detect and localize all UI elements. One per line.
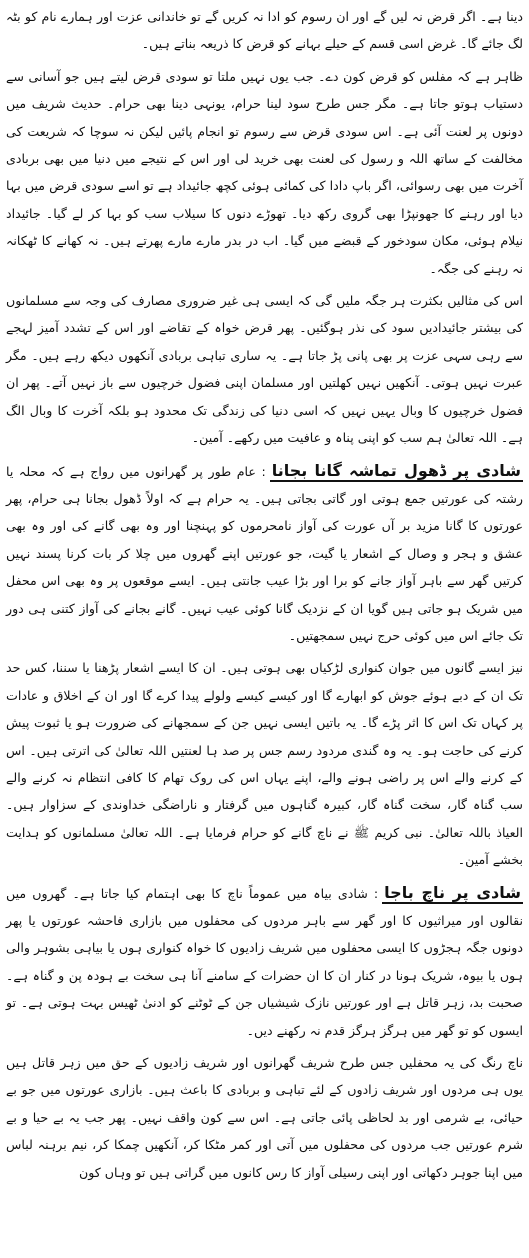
paragraph xyxy=(6,879,523,1044)
paragraph xyxy=(6,287,523,451)
paragraph-body: ناچ رنگ کی یہ محفلیں جس طرح شریف گھرانوں اور شریف زادیوں کے حق میں زہر قاتل ہیں یوں ہی مردوں اور شریف زادوں کے لئے تباہی و بربادی کا باعث ہیں۔ بازاری عورتوں میں جو بے حیائی، بے شرمی اور بد لحاظی پائی جاتی ہے۔ اس سے کون واقف نہیں۔ پھر جب یہ بے حیا و بے شرم عورتیں جب مردوں کی محفلوں میں آتی اور کمر مٹکا کر، آنکھیں چمکا کر، نیم برہنہ لباس میں اپنا جوہر دکھاتی اور اپنی رسیلی آواز کا رس کانوں میں گراتی ہیں تو وہاں کون xyxy=(6,1055,523,1180)
paragraph-body: نیز ایسے گانوں میں جوان کنواری لڑکیاں بھی ہوتی ہیں۔ ان کا ایسے اشعار پڑھنا یا سننا، کس حد تک ان کے دبے ہوئے جوش کو ابھارے گا اور کیسے کیسے ولولے پیدا کرے گا اور ان کے اخلاق و عادات پر کہاں تک اس کا اثر پڑے گا۔ یہ باتیں ایسی نہیں جن کے سمجھانے کی ضرورت ہو یا ثبوت پیش کرنے کی حاجت ہو۔ یہ وہ گندی مردود رسم جس پر صد ہا لعنتیں اللہ تعالیٰ کی اترتی ہیں۔ اس کے کرنے والے اس پر راضی ہونے والے، اپنے یہاں اس کی روک تھام کا کافی انتظام نہ کرنے والے سب گناہ گار، سخت گناہ گار، کبیرہ گناہوں میں گرفتار و ناراضگی خداوندی کے سزاوار ہیں۔ العیاذ باللہ تعالیٰ۔ نبی کریم ﷺ نے ناچ گانے کو حرام فرمایا ہے۔ اللہ تعالیٰ مسلمانوں کو ہدایت بخشے آمین۔ xyxy=(6,660,523,868)
paragraph xyxy=(6,3,523,58)
paragraph-body: : عام طور پر گھرانوں میں رواج ہے کہ محلہ یا رشتہ کی عورتیں جمع ہوتی اور گاتی بجاتی ہیں۔ یہ حرام ہے کہ اولاً ڈھول بجانا ہی حرام، پھر عورتوں کا گانا مزید بر آں عورت کی آواز نامحرموں کو پہنچنا اور وہ بھی گانے کی اور وہ بھی عشق و ہجر و وصال کے اشعار یا گیت، جو عورتیں اپنے گھروں میں چلا کر بات کرنا پسند نہیں کرتیں گھر سے باہر آواز جانے کو برا اور بڑا عیب جانتی ہیں۔ ایسے موقعوں پر وہ بھی اس محفل میں شریک ہو جاتی ہیں گویا ان کے نزدیک گانا کوئی عیب نہیں۔ گانے بجانے کی آواز کتنی ہی دور تک جائے اس میں کوئی حرج نہیں سمجھتیں۔ xyxy=(6,463,523,643)
paragraph-body: اس کی مثالیں بکثرت ہر جگہ ملیں گی کہ ایسی ہی غیر ضروری مصارف کی وجہ سے مسلمانوں کی بیشتر جائیدادیں سود کی نذر ہوگئیں۔ پھر قرض خواہ کے تقاضے اور اس کے تشدد آمیز لہجے سے رہی سہی عزت پر بھی پانی پڑ جاتا ہے۔ یہ ساری تباہی بربادی آنکھوں دیکھ رہے ہیں۔ مگر عبرت نہیں ہوتی۔ آنکھیں نہیں کھلتیں اور مسلمان اپنی فضول خرچیوں سے باز نہیں آتے۔ پھر ان فضول خرچیوں کا وبال یہیں نہیں کہ اسی دنیا کی زندگی تک محدود ہو بلکہ آخرت کا وبال الگ ہے۔ اللہ تعالیٰ ہم سب کو اپنی پناہ و عافیت میں رکھے۔ آمین۔ xyxy=(6,293,523,446)
section-heading: شادی پر ناچ باجا xyxy=(384,882,521,902)
paragraph-body: ظاہر ہے کہ مفلس کو قرض کون دے۔ جب یوں نہیں ملتا تو سودی قرض لیتے ہیں جو آسانی سے دستیاب ہوتو جاتا ہے۔ مگر جس طرح سود لینا حرام، یونہی دینا بھی حرام۔ حدیث شریف میں دونوں پر لعنت آئی ہے۔ اس سودی قرض سے رسوم تو انجام پائیں لیکن نہ سوچا کہ شریعت کی مخالفت کے ساتھ اللہ و رسول کی لعنت بھی خرید لی اور اس کے نتیجے میں دنیا میں بھی بربادی آخرت میں بھی رسوائی، اگر باپ دادا کی کمائی ہوئی کچھ جائیداد ہے تو اسے سودی قرض میں بہا دیا اور رہنے کا جھونپڑا بھی گروی رکھ دیا۔ تھوڑے دنوں کا سیلاب سب کو بہا کر لے گیا۔ جائیداد نیلام ہوئی، مکان سودخور کے قبضے میں گیا۔ اب در بدر مارے مارے پھرتے ہیں۔ نہ کھانے کا ٹھکانہ نہ رہنے کی جگہ۔ xyxy=(6,68,523,276)
paragraph xyxy=(6,63,523,282)
section-heading: شادی پر ڈھول تماشہ گانا بجانا xyxy=(271,460,521,480)
paragraph xyxy=(6,1049,523,1186)
paragraph xyxy=(6,654,523,873)
paragraph-body: دینا ہے۔ اگر قرض نہ لیں گے اور ان رسوم کو ادا نہ کریں گے تو خاندانی عزت اور ہمارے نام کو بٹہ لگ جائے گا۔ غرض اسی قسم کے حیلے بہانے کو قرض کا ذریعہ بناتے ہیں۔ xyxy=(6,9,523,52)
paragraph xyxy=(6,457,523,650)
paragraph-body: : شادی بیاہ میں عموماً ناچ کا بھی اہتمام کیا جاتا ہے۔ گھروں میں نقالوں اور میراثیوں کا اور گھر سے باہر مردوں کی محفلوں میں بازاری فاحشہ عورتوں یا پھر دونوں جگہ ہجڑوں کا ایسی محفلوں میں شریف زادیوں کا خواہ کنواری ہوں یا بیاہی بشوہر والی ہوں یا بیوہ، شریک ہونا در کنار ان کا ان حضرات کے سامنے آنا ہی سخت بے ہودہ پن و گناہ ہے۔ صحبت بد، زہر قاتل ہے اور عورتیں نازک شیشیاں جن کے ٹوٹنے کو ادنیٰ ٹھیس بہت ہوتی ہے۔ تو ایسوں کو تو گھر میں ہرگز ہرگز قدم نہ رکھنے دیں۔ xyxy=(6,885,523,1038)
